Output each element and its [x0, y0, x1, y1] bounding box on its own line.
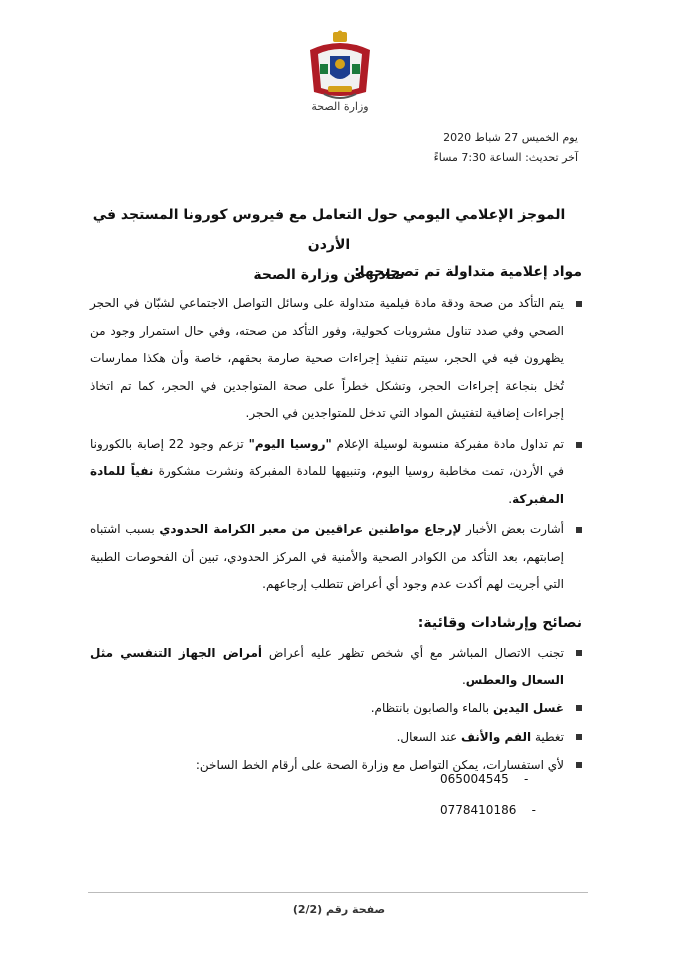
title-line-1: الموجز الإعلامي اليومي حول التعامل مع فيروس كورونا المستجد في الأردن	[92, 207, 566, 253]
square-bullet-icon	[576, 650, 582, 656]
square-bullet-icon	[576, 527, 582, 533]
list-item: تغطية الفم والأنف عند السعال.	[90, 724, 582, 751]
hotline-phone-2: 0778410186 -	[440, 803, 536, 817]
ministry-name: وزارة الصحة	[311, 100, 369, 113]
square-bullet-icon	[576, 442, 582, 448]
advice-heading: نصائح وإرشادات وقائية:	[417, 615, 582, 631]
list-item: تم تداول مادة مفبركة منسوبة لوسيلة الإعلام "روسيا اليوم" تزعم وجود 22 إصابة بالكورونا في الأردن، تمت مخاطبة روسيا اليوم، وتنبيهها للمادة المفبركة ونشرت مشكورة نفياً للمادة المفبركة.	[90, 431, 582, 514]
advice-list	[90, 640, 582, 781]
hotline-numbers	[440, 764, 536, 826]
square-bullet-icon	[576, 734, 582, 740]
list-item: لأي استفسارات، يمكن التواصل مع وزارة الصحة على أرقام الخط الساخن:	[90, 752, 582, 779]
last-update: آخر تحديث: الساعة 7:30 مساءً	[433, 151, 578, 164]
footer-divider	[88, 892, 588, 893]
document-meta	[434, 128, 578, 168]
document-date: يوم الخميس 27 شباط 2020	[443, 131, 578, 144]
list-item: يتم التأكد من صحة ودقة مادة فيلمية متداولة على وسائل التواصل الاجتماعي لشبّان في الحجر الصحي وفي صدد تناول مشروبات كحولية، وفور التأكد من صحته، وفي حال استمرار وجود من يظهرون فيه في الحجر، سيتم تنفيذ إجراءات صحية صارمة بحقهم، خاصة وأن هكذا ممارسات تُخل بنجاعة إجراءات الحجر، وتشكل خطراً على صحة المتواجدين في الحجر، كما تم اتخاذ إجراءات إضافية لتفتيش المواد التي تدخل للمتواجدين في الحجر.	[90, 290, 582, 428]
title-line-2: صادر عن وزارة الصحة	[253, 267, 405, 283]
list-item: غسل اليدين بالماء والصابون بانتظام.	[90, 695, 582, 722]
hotline-phone-1: 065004545 -	[440, 772, 529, 786]
corrections-list	[90, 290, 582, 602]
corrections-heading: مواد إعلامية متداولة تم تصحيحها:	[354, 264, 582, 280]
page-number: صفحة رقم (2/2)	[292, 903, 386, 916]
square-bullet-icon	[576, 762, 582, 768]
list-item: تجنب الاتصال المباشر مع أي شخص تظهر عليه أعراض أمراض الجهاز التنفسي مثل السعال والعطس.	[90, 640, 582, 693]
square-bullet-icon	[576, 301, 582, 307]
list-item: أشارت بعض الأخبار لإرجاع مواطنين عراقيين من معبر الكرامة الحدودي بسبب اشتباه إصابتهم، بعد التأكد من الكوادر الصحية والأمنية في المركز الحدودي، تبين أن الفحوصات الطبية التي أجريت لهم أكدت عدم وجود أي أعراض تتطلب إرجاعهم.	[90, 516, 582, 599]
square-bullet-icon	[576, 705, 582, 711]
